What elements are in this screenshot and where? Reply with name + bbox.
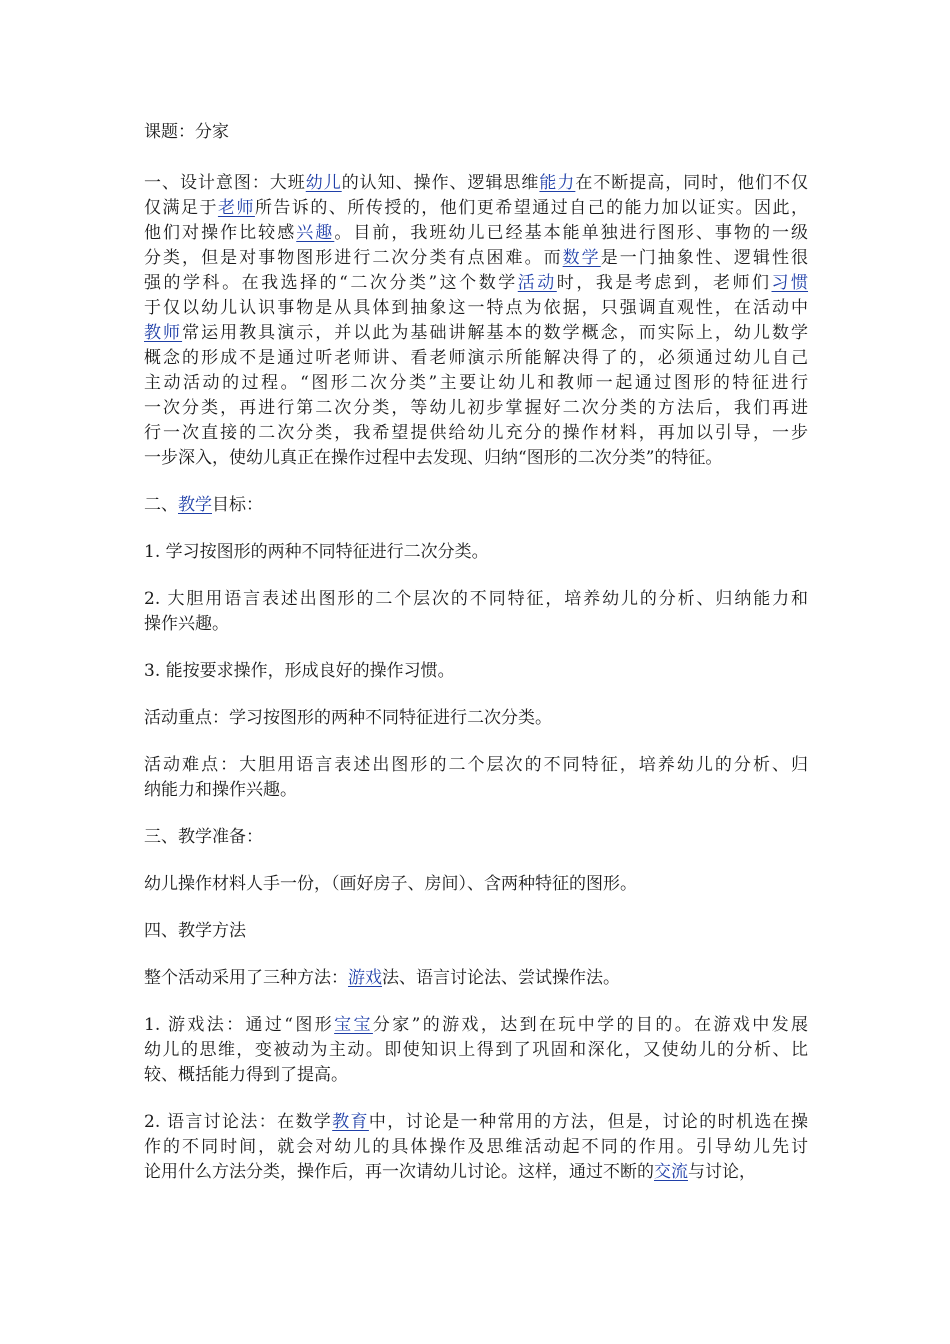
text-segment: 作的不同时间，就会对幼儿的具体操作及思维活动起不同的作用。引导幼儿先讨	[144, 1137, 808, 1157]
text-line	[144, 587, 808, 612]
inline-link[interactable]: 习惯	[771, 273, 809, 293]
paragraph-method-2	[144, 1110, 808, 1185]
inline-link[interactable]: 教师	[144, 323, 183, 343]
text-segment: 目标：	[212, 495, 263, 515]
text-segment: 整个活动采用了三种方法：	[144, 968, 348, 988]
text-segment: 一步深入，使幼儿真正在操作过程中去发现、归纳“图形的二次分类”的特征。	[144, 448, 723, 468]
text-line	[144, 1160, 808, 1185]
text-line	[144, 171, 808, 196]
text-segment: 操作兴趣。	[144, 614, 229, 634]
paragraph-prep-body	[144, 872, 808, 897]
text-segment: 的认知、操作、逻辑思维	[341, 173, 540, 193]
text-segment: 主动活动的过程。“图形二次分类”主要让幼儿和教师一起通过图形的特征进行	[144, 373, 808, 393]
text-segment: 概念的形成不是通过听老师讲、看老师演示所能解决得了的，必须通过幼儿自己	[144, 348, 808, 368]
paragraph-goal-3	[144, 659, 808, 684]
text-segment: 。目前，我班幼儿已经基本能单独进行图形、事物的一级	[334, 223, 809, 243]
paragraph-method-1	[144, 1013, 808, 1088]
text-segment: 常运用教具演示，并以此为基础讲解基本的数学概念，而实际上，幼儿数学	[182, 323, 809, 343]
text-segment: 3. 能按要求操作，形成良好的操作习惯。	[144, 661, 455, 681]
text-line	[144, 1013, 808, 1038]
text-line	[144, 371, 808, 396]
text-line	[144, 1063, 808, 1088]
text-line	[144, 540, 808, 565]
paragraph-prep-heading	[144, 825, 808, 850]
text-segment: 纳能力和操作兴趣。	[144, 780, 297, 800]
text-line	[144, 1135, 808, 1160]
text-line	[144, 612, 808, 637]
text-segment: 幼儿的思维，变被动为主动。即使知识上得到了巩固和深化，又使幼儿的分析、比	[144, 1040, 808, 1060]
inline-link[interactable]: 老师	[217, 198, 255, 218]
text-segment: 幼儿操作材料人手一份，（画好房子、房间）、含两种特征的图形。	[144, 874, 637, 894]
text-segment: 较、概括能力得到了提高。	[144, 1065, 348, 1085]
text-segment: 活动难点：大胆用语言表述出图形的二个层次的不同特征，培养幼儿的分析、归	[144, 755, 808, 775]
text-line	[144, 1110, 808, 1135]
text-segment: 时，我是考虑到，老师们	[556, 273, 772, 293]
paragraph-design-intent	[144, 171, 808, 471]
text-line	[144, 1038, 808, 1063]
text-segment: 所告诉的、所传授的，他们更希望通过自己的能力加以证实。因此，	[254, 198, 809, 218]
text-line	[144, 221, 808, 246]
inline-link[interactable]: 幼儿	[305, 173, 342, 193]
text-line	[144, 346, 808, 371]
text-segment: 强的学科。在我选择的“二次分类”这个数学	[144, 273, 518, 293]
paragraph-method-summary	[144, 966, 808, 991]
document-body	[144, 120, 808, 1207]
inline-link[interactable]: 交流	[654, 1162, 688, 1182]
text-segment: 2. 语言讨论法：在数学	[144, 1112, 333, 1132]
inline-link[interactable]: 能力	[539, 173, 576, 193]
text-line	[144, 753, 808, 778]
text-line	[144, 196, 808, 221]
paragraph-key-point	[144, 706, 808, 731]
inline-link[interactable]: 活动	[517, 273, 557, 293]
paragraph-method-heading	[144, 919, 808, 944]
paragraph-difficulty	[144, 753, 808, 803]
text-segment: 一次分类，再进行第二次分类，等幼儿初步掌握好二次分类的方法后，我们再进	[144, 398, 808, 418]
text-segment: 2. 大胆用语言表述出图形的二个层次的不同特征，培养幼儿的分析、归纳能力和	[144, 589, 808, 609]
text-segment: 三、教学准备：	[144, 827, 263, 847]
text-line	[144, 706, 808, 731]
text-line	[144, 919, 808, 944]
paragraph-goal-1	[144, 540, 808, 565]
inline-link[interactable]: 教学	[178, 495, 212, 515]
text-segment: 行一次直接的二次分类，我希望提供给幼儿充分的操作材料，再加以引导，一步	[144, 423, 808, 443]
page-title: 课题：分家	[144, 122, 229, 142]
text-segment: 中，讨论是一种常用的方法，但是，讨论的时机选在操	[368, 1112, 809, 1132]
text-line	[144, 246, 808, 271]
inline-link[interactable]: 教育	[332, 1112, 369, 1132]
text-segment: 分家”的游戏，达到在玩中学的目的。在游戏中发展	[372, 1015, 808, 1035]
text-line	[144, 872, 808, 897]
text-segment: 在不断提高，同时，他们不仅	[575, 173, 809, 193]
text-line	[144, 296, 808, 321]
text-segment: 论用什么方法分类，操作后，再一次请幼儿讨论。这样，通过不断的	[144, 1162, 654, 1182]
text-segment: 仅满足于	[144, 198, 218, 218]
paragraph-goal-2	[144, 587, 808, 637]
text-segment: 与讨论，	[688, 1162, 756, 1182]
inline-link[interactable]: 游戏	[348, 968, 382, 988]
paragraph-teaching-goal-heading	[144, 493, 808, 518]
text-line	[144, 271, 808, 296]
text-line	[144, 659, 808, 684]
text-segment: 分类，但是对事物图形进行二次分类有点困难。而	[144, 248, 563, 268]
inline-link[interactable]: 数学	[562, 248, 601, 268]
inline-link[interactable]: 宝宝	[334, 1015, 373, 1035]
text-segment: 1. 学习按图形的两种不同特征进行二次分类。	[144, 542, 489, 562]
text-segment: 1. 游戏法：通过“图形	[144, 1015, 335, 1035]
inline-link[interactable]: 兴趣	[296, 223, 335, 243]
text-line	[144, 421, 808, 446]
text-line	[144, 446, 808, 471]
text-line	[144, 825, 808, 850]
paragraph-list	[144, 171, 808, 1185]
text-segment: 是一门抽象性、逻辑性很	[600, 248, 809, 268]
text-line	[144, 396, 808, 421]
text-segment: 法、语言讨论法、尝试操作法。	[382, 968, 620, 988]
text-segment: 一、设计意图：大班	[144, 173, 306, 193]
text-line	[144, 493, 808, 518]
text-line	[144, 321, 808, 346]
text-segment: 二、	[144, 495, 178, 515]
text-line	[144, 778, 808, 803]
text-segment: 于仅以幼儿认识事物是从具体到抽象这一特点为依据，只强调直观性，在活动中	[144, 298, 808, 318]
text-segment: 活动重点：学习按图形的两种不同特征进行二次分类。	[144, 708, 552, 728]
text-segment: 四、教学方法	[144, 921, 246, 941]
text-line	[144, 966, 808, 991]
text-segment: 他们对操作比较感	[144, 223, 297, 243]
